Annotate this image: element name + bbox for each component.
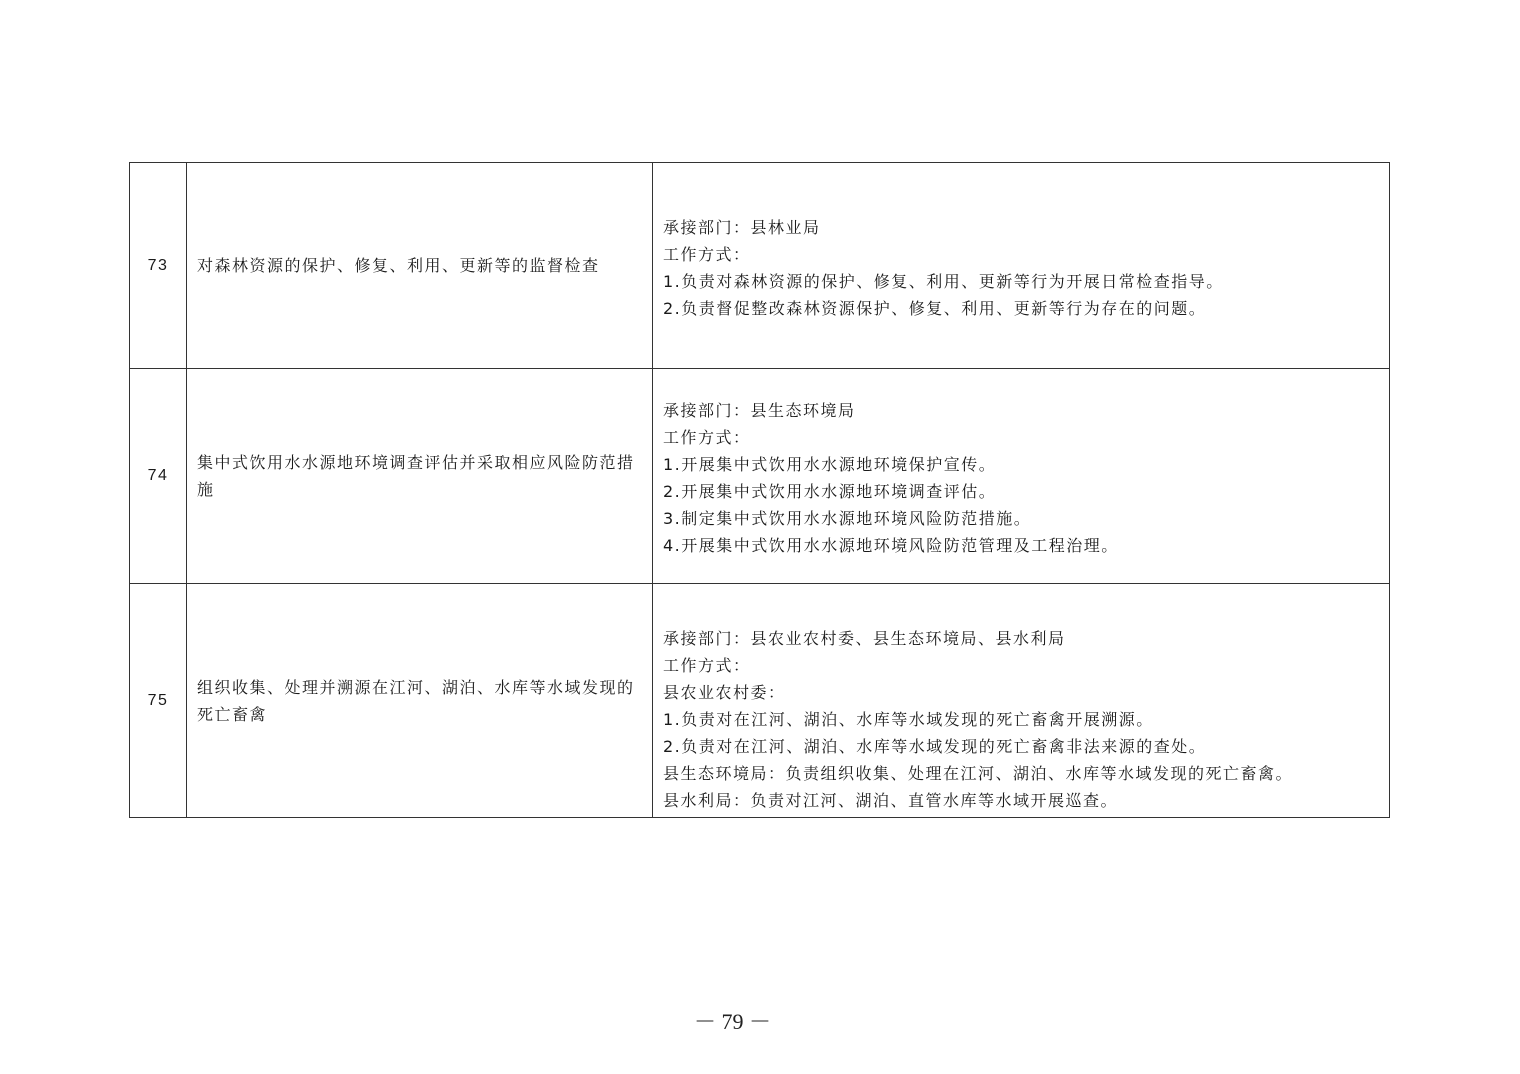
detail-line: 县生态环境局：负责组织收集、处理在江河、湖泊、水库等水域发现的死亡畜禽。 — [663, 764, 1294, 783]
detail-line: 3.制定集中式饮用水水源地环境风险防范措施。 — [663, 509, 1032, 528]
detail-line: 2.负责督促整改森林资源保护、修复、利用、更新等行为存在的问题。 — [663, 298, 1207, 318]
detail-line: 县农业农村委： — [663, 683, 786, 702]
row-number: 74 — [130, 369, 187, 584]
detail-line: 1.负责对森林资源的保护、修复、利用、更新等行为开展日常检查指导。 — [663, 271, 1224, 291]
detail-line: 1.开展集中式饮用水水源地环境保护宣传。 — [663, 455, 997, 474]
table-row — [130, 369, 1390, 584]
detail-line: 工作方式： — [663, 656, 751, 675]
detail-line: 工作方式： — [663, 244, 751, 264]
detail-line: 承接部门：县林业局 — [663, 217, 821, 237]
detail-line: 县水利局：负责对江河、湖泊、直管水库等水域开展巡查。 — [663, 791, 1119, 810]
table-row — [130, 584, 1390, 818]
detail-line: 1.负责对在江河、湖泊、水库等水域发现的死亡畜禽开展溯源。 — [663, 710, 1154, 729]
item-name: 集中式饮用水水源地环境调查评估并采取相应风险防范措施 — [187, 369, 653, 584]
detail-line: 2.开展集中式饮用水水源地环境调查评估。 — [663, 482, 997, 501]
row-number: 75 — [130, 584, 187, 818]
detail-line: 承接部门：县生态环境局 — [663, 401, 856, 420]
duty-table — [129, 162, 1390, 818]
detail-line: 承接部门：县农业农村委、县生态环境局、县水利局 — [663, 629, 1066, 648]
page-number: － 79 － — [693, 1009, 771, 1034]
item-name: 组织收集、处理并溯源在江河、湖泊、水库等水域发现的死亡畜禽 — [187, 584, 653, 818]
detail-cell — [653, 369, 1390, 584]
table-row — [130, 163, 1390, 369]
item-name: 对森林资源的保护、修复、利用、更新等的监督检查 — [187, 163, 653, 369]
row-number: 73 — [130, 163, 187, 369]
detail-cell — [653, 163, 1390, 369]
detail-line: 工作方式： — [663, 428, 751, 447]
detail-line: 2.负责对在江河、湖泊、水库等水域发现的死亡畜禽非法来源的查处。 — [663, 737, 1207, 756]
detail-cell — [653, 584, 1390, 818]
detail-line: 4.开展集中式饮用水水源地环境风险防范管理及工程治理。 — [663, 536, 1119, 555]
